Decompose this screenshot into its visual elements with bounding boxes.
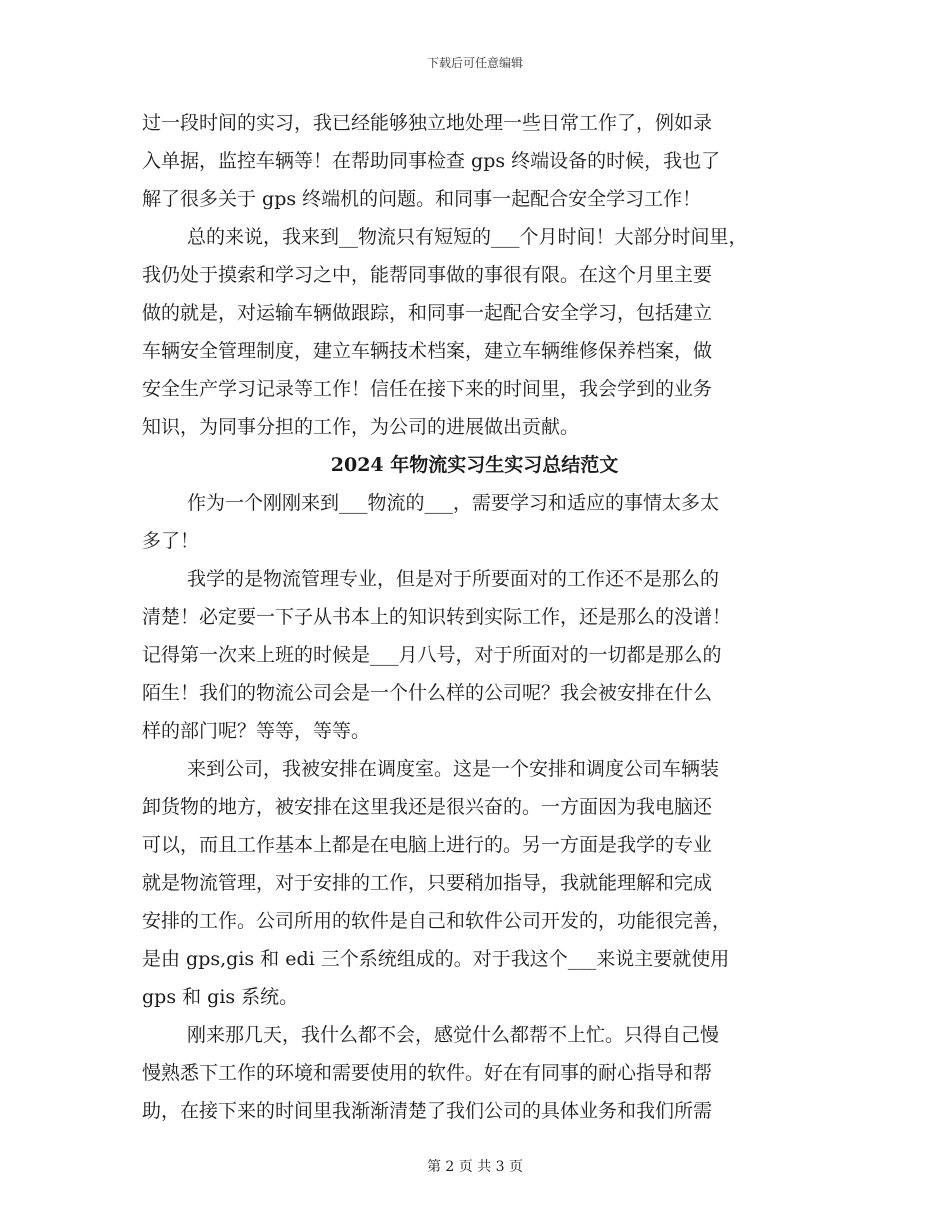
- text-line: 多了！: [142, 530, 200, 552]
- text-line: 车辆安全管理制度，建立车辆技术档案，建立车辆维修保养档案，做: [142, 340, 713, 362]
- page-header: 下载后可任意编辑: [426, 56, 523, 70]
- text-line: 刚来那几天，我什么都不会，感觉什么都帮不上忙。只得自己慢: [187, 1024, 720, 1046]
- text-line: 助，在接下来的时间里我渐渐清楚了我们公司的具体业务和我们所需: [142, 1100, 713, 1122]
- text-line: 可以，而且工作基本上都是在电脑上进行的。另一方面是我学的专业: [142, 834, 713, 856]
- text-line: 总的来说，我来到__物流只有短短的___个月时间！大部分时间里，: [187, 226, 748, 248]
- page-footer: 第 2 页 共 3 页: [426, 1159, 524, 1175]
- text-line: gps 和 gis 系统。: [142, 986, 299, 1008]
- text-line: 知识，为同事分担的工作，为公司的进展做出贡献。: [142, 416, 580, 438]
- text-line: 安全生产学习记录等工作！信任在接下来的时间里，我会学到的业务: [142, 378, 713, 400]
- text-line: 是由 gps,gis 和 edi 三个系统组成的。对于我这个___来说主要就使用: [142, 948, 730, 970]
- text-line: 陌生！我们的物流公司会是一个什么样的公司呢？我会被安排在什么: [142, 682, 713, 704]
- text-line: 卸货物的地方，被安排在这里我还是很兴奋的。一方面因为我电脑还: [142, 796, 713, 818]
- text-line: 解了很多关于 gps 终端机的问题。和同事一起配合安全学习工作！: [142, 188, 702, 210]
- paragraph: [142, 218, 807, 446]
- text-line: 慢熟悉下工作的环境和需要使用的软件。好在有同事的耐心指导和帮: [142, 1062, 713, 1084]
- paragraph: [142, 1016, 807, 1130]
- text-line: 过一段时间的实习，我已经能够独立地处理一些日常工作了，例如录: [142, 112, 713, 134]
- text-line: 记得第一次来上班的时候是___月八号，对于所面对的一切都是那么的: [142, 644, 722, 666]
- text-line: 做的就是，对运输车辆做跟踪，和同事一起配合安全学习，包括建立: [142, 302, 713, 324]
- text-line: 入单据，监控车辆等！在帮助同事检查 gps 终端设备的时候，我也了: [142, 150, 721, 172]
- text-line: 我仍处于摸索和学习之中，能帮同事做的事很有限。在这个月里主要: [142, 264, 713, 286]
- document-body: [142, 104, 807, 1130]
- paragraph: [142, 750, 807, 1016]
- paragraph: [142, 560, 807, 750]
- section-title: 2024 年物流实习生实习总结范文: [330, 454, 619, 476]
- text-line: 我学的是物流管理专业，但是对于所要面对的工作还不是那么的: [187, 568, 720, 590]
- text-line: 就是物流管理，对于安排的工作，只要稍加指导，我就能理解和完成: [142, 872, 713, 894]
- text-line: 来到公司，我被安排在调度室。这是一个安排和调度公司车辆装: [187, 758, 720, 780]
- text-line: 安排的工作。公司所用的软件是自己和软件公司开发的，功能很完善，: [142, 910, 732, 932]
- paragraph: [142, 484, 807, 560]
- paragraph: [142, 104, 807, 218]
- text-line: 清楚！必定要一下子从书本上的知识转到实际工作，还是那么的没谱！: [142, 606, 732, 628]
- text-line: 作为一个刚刚来到___物流的___，需要学习和适应的事情太多太: [187, 492, 720, 514]
- text-line: 样的部门呢？等等，等等。: [142, 720, 371, 742]
